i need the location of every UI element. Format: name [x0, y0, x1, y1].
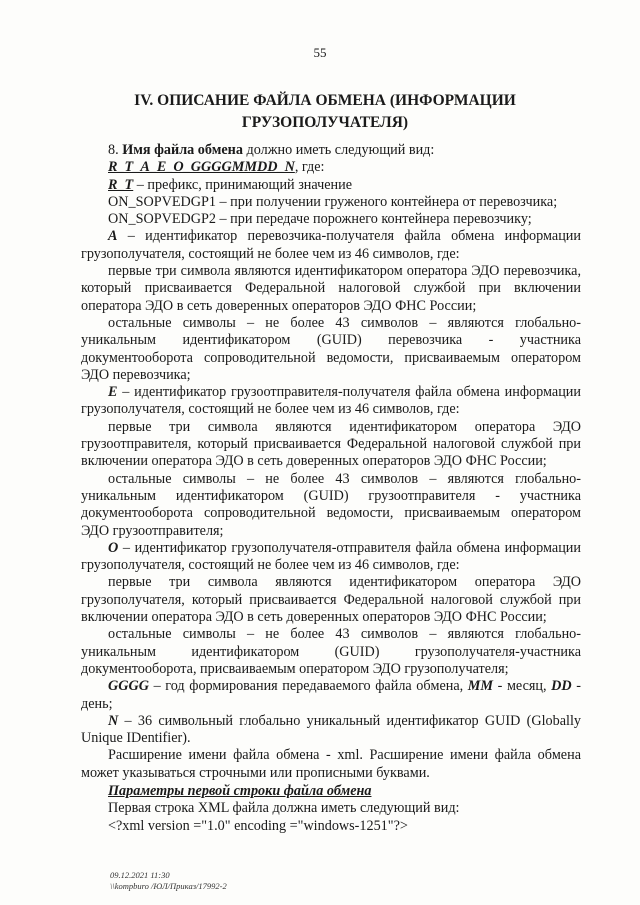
- document-body: [81, 142, 581, 835]
- first-line-note: Первая строка XML файла должна иметь следующий вид:: [108, 800, 460, 817]
- paragraph-8: 8. Имя файла обмена должно иметь следующий вид:: [108, 142, 435, 158]
- carrier-id-rest-chars: остальные символы – не более 43 символов – являются глобально-уникальным идентификатором (GUID) перевозчика - участника документооборота сопроводительной ведомости, присваиваемым оператором ЭДО перевозчика;: [81, 314, 581, 383]
- footer-stamp: [110, 870, 227, 892]
- section-title-line1: IV. ОПИСАНИЕ ФАЙЛА ОБМЕНА (ИНФОРМАЦИИ: [134, 92, 516, 109]
- section-title-line2: ГРУЗОПОЛУЧАТЕЛЯ): [241, 114, 409, 131]
- consignee-id-first-chars: первые три символа являются идентификатором оператора ЭДО грузополучателя, который присваивается Федеральной налоговой службой при включении оператора ЭДО в сеть доверенных операторов ЭДО ФНС России;: [81, 574, 581, 626]
- shipper-id-first-chars: первые три символа являются идентификатором оператора ЭДО грузоотправителя, который присваивается Федеральной налоговой службой при включении оператора ЭДО в сеть доверенных операторов ЭДО ФНС России;: [81, 418, 581, 470]
- footer-date: 09.12.2021 11:30: [110, 870, 170, 880]
- consignee-id-rest-chars: остальные символы – не более 43 символов – являются глобально-уникальным идентификатором (GUID) грузополучателя-участника документооборота, присваиваемым оператором ЭДО грузополучателя;: [81, 626, 581, 677]
- params-heading: Параметры первой строки файла обмена: [108, 782, 372, 799]
- prefix-value-2: ON_SOPVEDGP2 – при передаче порожнего контейнера перевозчику;: [108, 211, 532, 228]
- date-definition: GGGG – год формирования передаваемого файла обмена, MM - месяц, DD - день;: [81, 678, 581, 712]
- xml-declaration: <?xml version ="1.0" encoding ="windows-1251"?>: [108, 817, 408, 834]
- filename-pattern: R_T_A_E_O_GGGGMMDD_N, где:: [108, 159, 325, 176]
- carrier-id-definition: A – идентификатор перевозчика-получателя файла обмена информации грузополучателя, состоящий не более чем из 46 символов, где:: [81, 228, 581, 262]
- guid-definition: N – 36 символьный глобально уникальный идентификатор GUID (Globally Unique IDentifier).: [81, 712, 581, 747]
- section-title: [80, 90, 570, 134]
- prefix-value-1: ON_SOPVEDGP1 – при получении груженого контейнера от перевозчика;: [108, 193, 558, 210]
- footer-path: \\kompburo /ЮЛ/Приказ/17992-2: [110, 881, 227, 891]
- page-number: 55: [313, 45, 327, 60]
- shipper-id-rest-chars: остальные символы – не более 43 символов – являются глобально-уникальным идентификатором (GUID) грузоотправителя - участника документооборота сопроводительной ведомости, присваиваемым оператором ЭДО грузоотправителя;: [81, 470, 581, 539]
- prefix-definition: R_T – префикс, принимающий значение: [108, 176, 353, 193]
- carrier-id-first-chars: первые три символа являются идентификатором оператора ЭДО перевозчика, который присваивается Федеральной налоговой службой при включении оператора ЭДО в сеть доверенных операторов ЭДО ФНС России;: [81, 263, 581, 314]
- consignee-id-definition: O – идентификатор грузополучателя-отправителя файла обмена информации грузополучателя, состоящий не более чем из 46 символов, где:: [81, 539, 581, 574]
- shipper-id-definition: E – идентификатор грузоотправителя-получателя файла обмена информации грузополучателя, состоящий не более чем из 46 символов, где:: [81, 384, 581, 418]
- extension-note: Расширение имени файла обмена - xml. Расширение имени файла обмена может указываться строчными или прописными буквами.: [81, 747, 581, 781]
